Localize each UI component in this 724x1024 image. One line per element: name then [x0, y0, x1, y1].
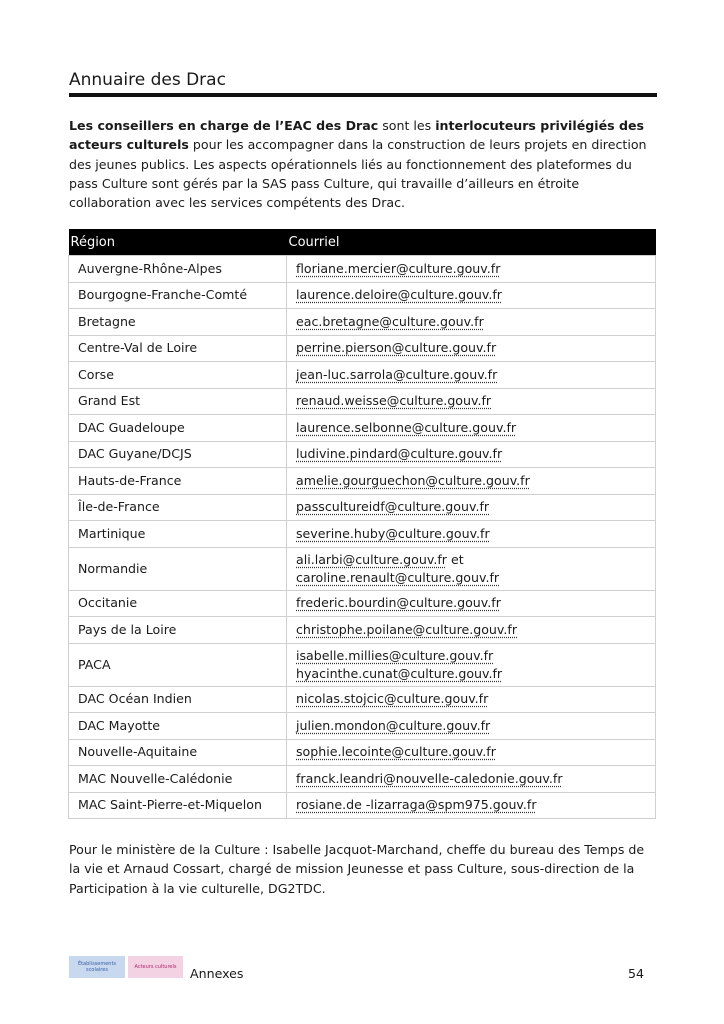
table-row — [69, 766, 656, 793]
email-cell — [287, 282, 656, 309]
email-link[interactable]: ludivine.pindard@culture.gouv.fr — [296, 446, 503, 462]
table-row — [69, 686, 656, 713]
email-link[interactable]: laurence.deloire@culture.gouv.fr — [296, 287, 502, 303]
table-row — [69, 468, 656, 495]
email-cell — [287, 335, 656, 362]
drac-directory-table — [68, 229, 656, 819]
region-cell: DAC Océan Indien — [69, 686, 287, 713]
email-link[interactable]: sophie.lecointe@culture.gouv.fr — [296, 744, 496, 760]
intro-bold-2: interlocuteurs privilégiés des acteurs culturels — [69, 118, 645, 153]
footer-logo — [69, 956, 183, 978]
intro-paragraph — [69, 116, 659, 212]
intro-text-2: pour les accompagner dans la construction de leurs projets en direction des jeunes publics. Les aspects opérationnels liés au fonctionnement des plateformes du pass Culture sont gérés par la SAS pass Culture, qui travaille d’ailleurs en étroite collaboration avec les services compétents des Drac. — [69, 137, 647, 211]
email-link[interactable]: jean-luc.sarrola@culture.gouv.fr — [296, 366, 498, 382]
email-cell — [287, 441, 656, 468]
region-cell: Hauts-de-France — [69, 468, 287, 495]
region-cell: Île-de-France — [69, 494, 287, 521]
email-link[interactable]: nicolas.stojcic@culture.gouv.fr — [296, 691, 489, 707]
email-cell — [287, 521, 656, 548]
email-link[interactable]: laurence.selbonne@culture.gouv.fr — [296, 419, 517, 435]
header-region: Région — [69, 229, 287, 256]
table-row — [69, 547, 656, 590]
email-cell — [287, 468, 656, 495]
email-link[interactable]: floriane.mercier@culture.gouv.fr — [296, 260, 501, 276]
email-cell — [287, 388, 656, 415]
region-cell: MAC Saint-Pierre-et-Miquelon — [69, 792, 287, 819]
region-cell: Normandie — [69, 547, 287, 590]
region-cell: DAC Guyane/DCJS — [69, 441, 287, 468]
header-email: Courriel — [287, 229, 656, 256]
email-cell — [287, 256, 656, 283]
table-row — [69, 739, 656, 766]
region-cell: Bretagne — [69, 309, 287, 336]
email-link[interactable]: eac.bretagne@culture.gouv.fr — [296, 313, 484, 329]
email-link[interactable]: ali.larbi@culture.gouv.fr — [296, 551, 447, 567]
table-row — [69, 362, 656, 389]
email-link[interactable]: rosiane.de -lizarraga@spm975.gouv.fr — [296, 797, 537, 813]
region-cell: Occitanie — [69, 590, 287, 617]
region-cell: Bourgogne-Franche-Comté — [69, 282, 287, 309]
table-row — [69, 415, 656, 442]
region-cell: DAC Mayotte — [69, 713, 287, 740]
region-cell: DAC Guadeloupe — [69, 415, 287, 442]
footer-section: Annexes — [190, 966, 244, 981]
email-cell — [287, 686, 656, 713]
table-row — [69, 713, 656, 740]
table-row — [69, 792, 656, 819]
email-cell — [287, 792, 656, 819]
table-row — [69, 388, 656, 415]
region-cell: MAC Nouvelle-Calédonie — [69, 766, 287, 793]
email-cell — [287, 415, 656, 442]
email-cell — [287, 494, 656, 521]
email-link[interactable]: julien.mondon@culture.gouv.fr — [296, 717, 491, 733]
region-cell: Pays de la Loire — [69, 617, 287, 644]
email-cell — [287, 766, 656, 793]
table-row — [69, 521, 656, 548]
table-row — [69, 643, 656, 686]
email-link[interactable]: hyacinthe.cunat@culture.gouv.fr — [296, 665, 503, 681]
email-cell — [287, 739, 656, 766]
email-link[interactable]: passcultureidf@culture.gouv.fr — [296, 499, 490, 515]
table-row — [69, 590, 656, 617]
table-row — [69, 335, 656, 362]
email-cell — [287, 617, 656, 644]
region-cell: PACA — [69, 643, 287, 686]
email-link[interactable]: isabelle.millies@culture.gouv.fr — [296, 647, 494, 663]
table-row — [69, 309, 656, 336]
email-cell — [287, 547, 656, 590]
region-cell: Grand Est — [69, 388, 287, 415]
email-cell — [287, 590, 656, 617]
email-link[interactable]: severine.huby@culture.gouv.fr — [296, 525, 490, 541]
page-number: 54 — [628, 966, 645, 981]
table-row — [69, 441, 656, 468]
ministry-contact-note: Pour le ministère de la Culture : Isabelle Jacquot-Marchand, cheffe du bureau des Temps de la vie et Arnaud Cossart, chargé de mission Jeunesse et pass Culture, sous-direction de la Participation à la vie culturelle, DG2TDC. — [69, 842, 645, 896]
logo-cultural-actors: Acteurs culturels — [128, 956, 183, 978]
page-title: Annuaire des Drac — [69, 70, 657, 97]
table-body — [69, 256, 656, 819]
email-cell — [287, 643, 656, 686]
intro-bold-1: Les conseillers en charge de l’EAC des Drac — [69, 118, 379, 133]
table-row — [69, 256, 656, 283]
logo-schools: Établissements scolaires — [69, 956, 125, 978]
email-link[interactable]: renaud.weisse@culture.gouv.fr — [296, 393, 492, 409]
table-header-row — [69, 229, 656, 256]
email-cell — [287, 309, 656, 336]
email-cell — [287, 713, 656, 740]
email-cell — [287, 362, 656, 389]
region-cell: Corse — [69, 362, 287, 389]
table-row — [69, 617, 656, 644]
table-row — [69, 282, 656, 309]
region-cell: Auvergne-Rhône-Alpes — [69, 256, 287, 283]
email-link[interactable]: franck.leandri@nouvelle-caledonie.gouv.fr — [296, 770, 563, 786]
intro-text-1: sont les — [378, 118, 436, 133]
region-cell: Centre-Val de Loire — [69, 335, 287, 362]
email-link[interactable]: frederic.bourdin@culture.gouv.fr — [296, 595, 501, 611]
email-joiner: et — [446, 551, 464, 567]
table-row — [69, 494, 656, 521]
region-cell: Martinique — [69, 521, 287, 548]
email-link[interactable]: amelie.gourguechon@culture.gouv.fr — [296, 472, 530, 488]
email-link[interactable]: caroline.renault@culture.gouv.fr — [296, 569, 500, 585]
region-cell: Nouvelle-Aquitaine — [69, 739, 287, 766]
email-link[interactable]: christophe.poilane@culture.gouv.fr — [296, 621, 517, 637]
email-link[interactable]: perrine.pierson@culture.gouv.fr — [296, 340, 497, 356]
